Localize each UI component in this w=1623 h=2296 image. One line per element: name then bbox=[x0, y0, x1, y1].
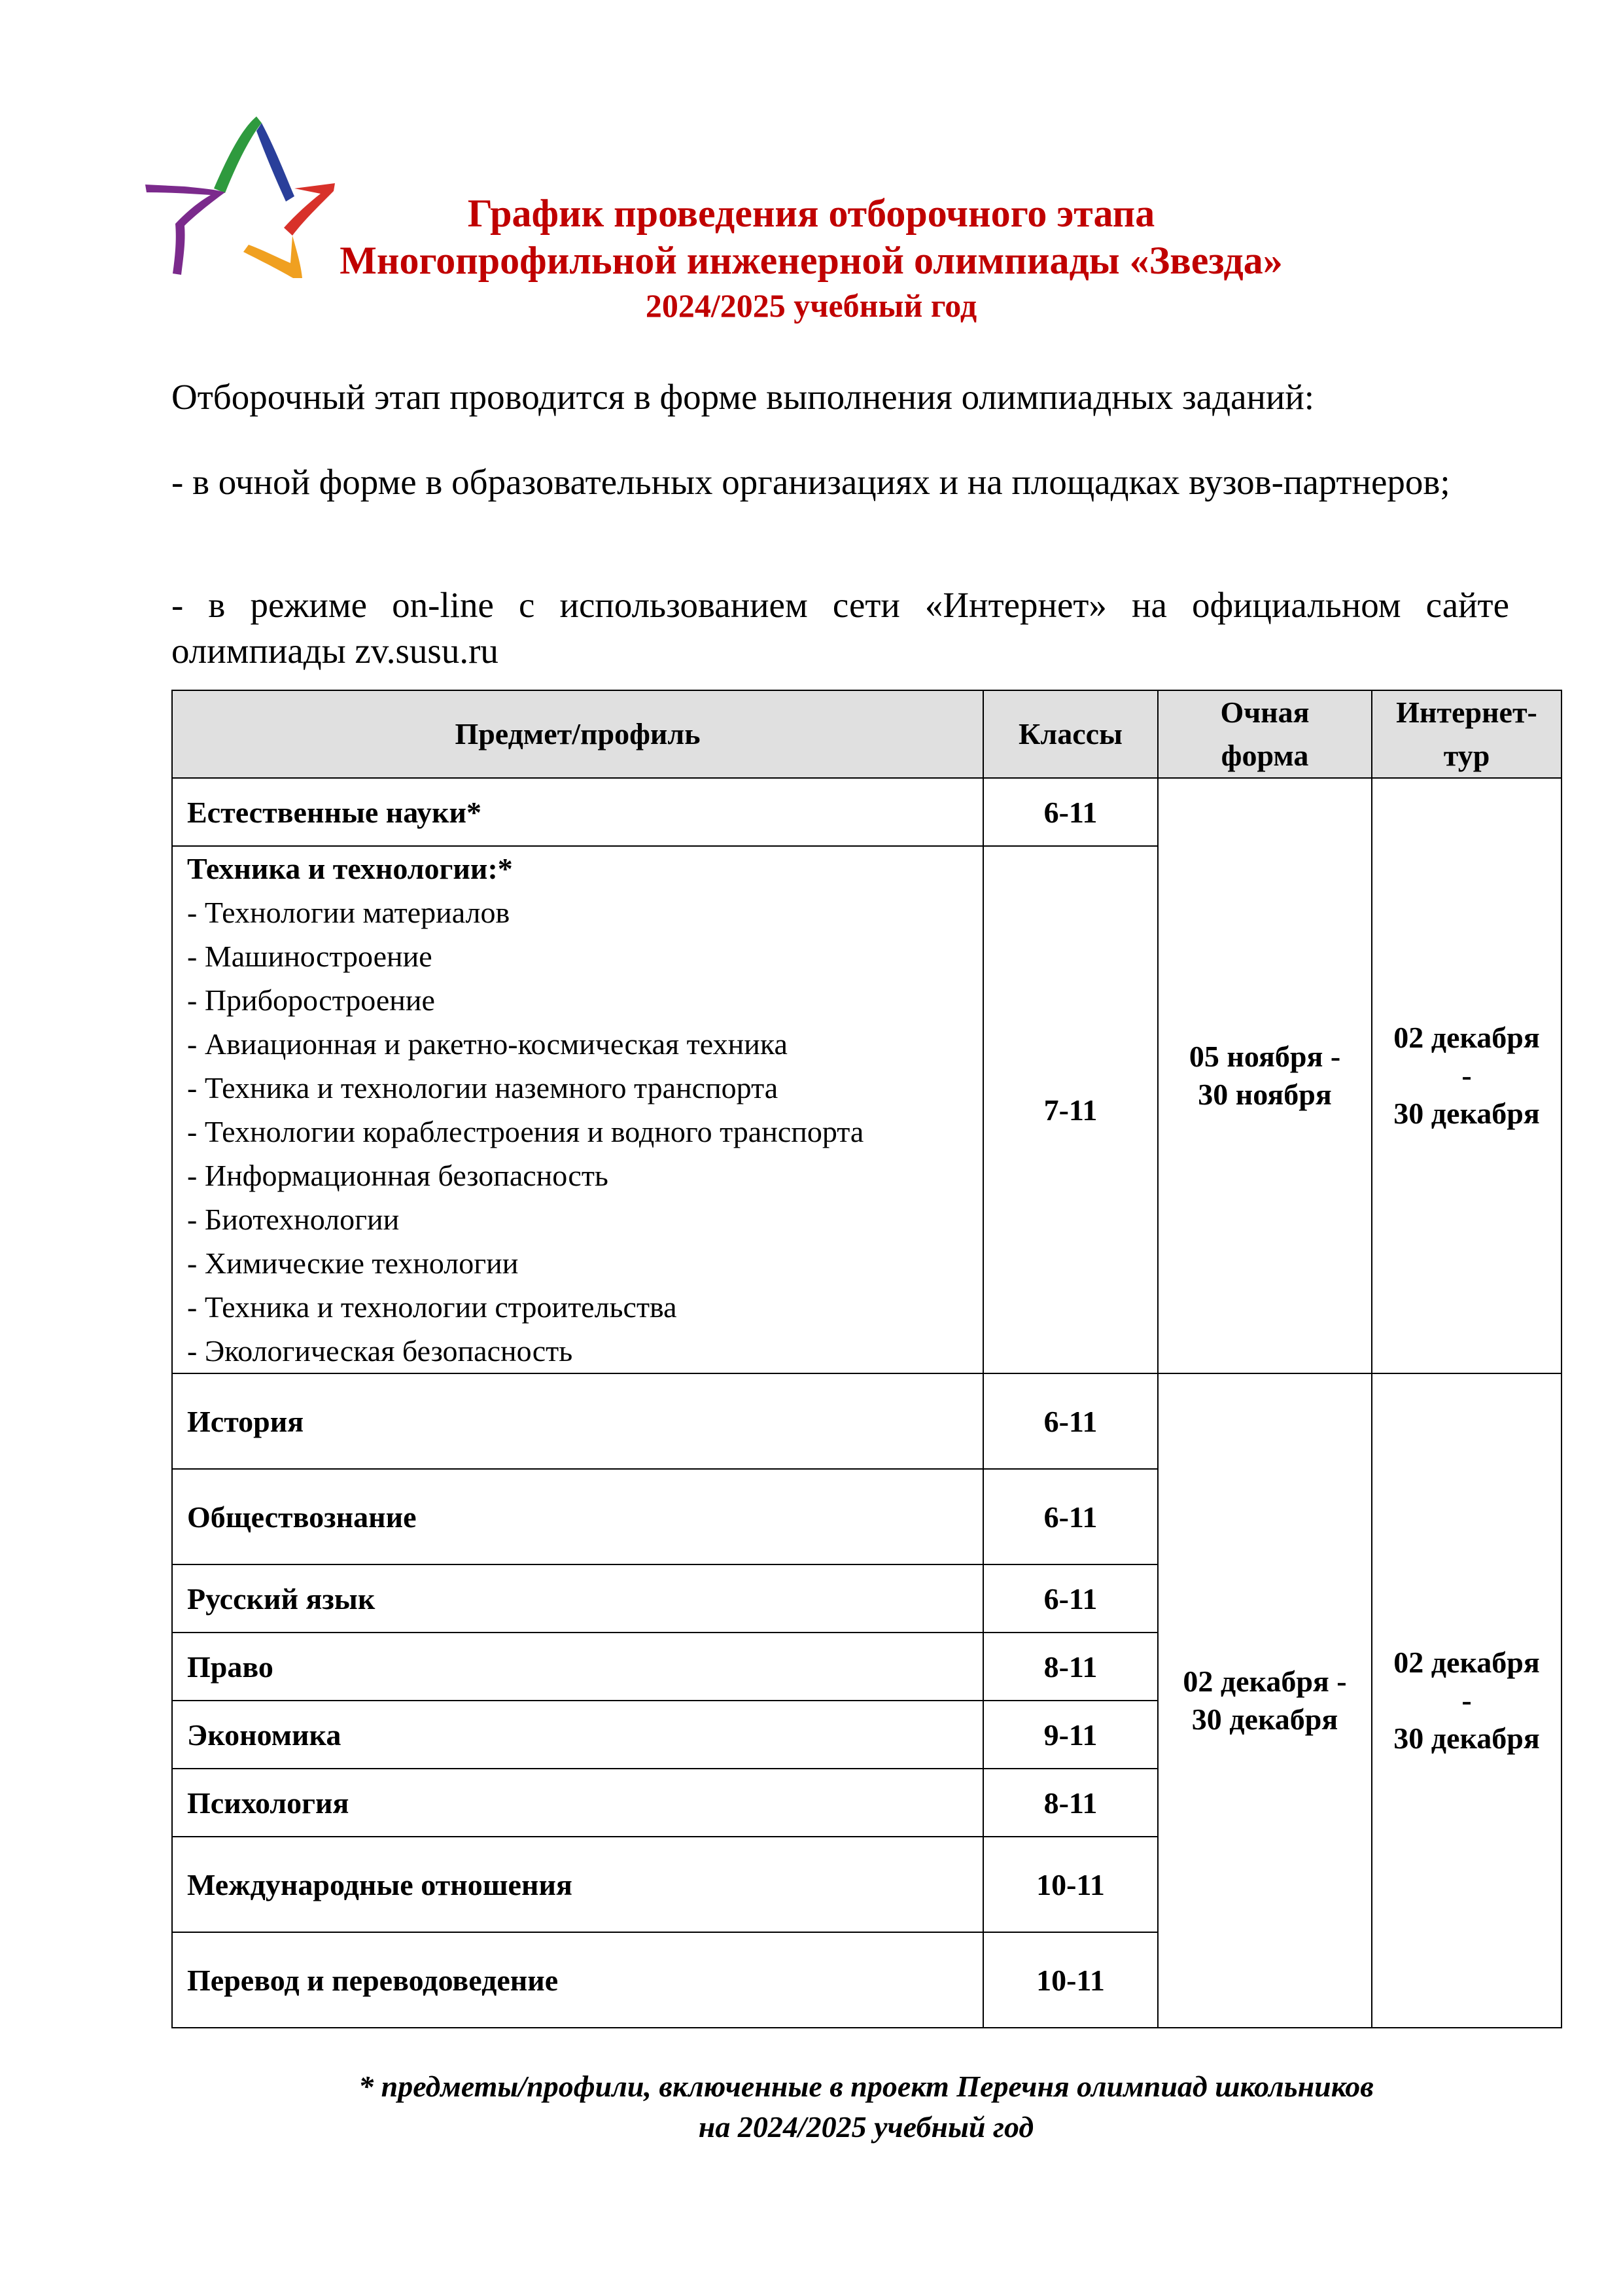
grades-cell: 6-11 bbox=[983, 1373, 1158, 1469]
subject-cell: Психология bbox=[172, 1769, 983, 1837]
intro-paragraph-2: - в очной форме в образовательных организациях и на площадках вузов-партнеров; bbox=[171, 462, 1450, 502]
subject-title: Техника и технологии:* bbox=[187, 852, 513, 885]
subject-subitem: - Технологии кораблестроения и водного транспорта bbox=[187, 1115, 864, 1148]
subject-cell-tech bbox=[172, 846, 983, 1373]
subject-cell: История bbox=[172, 1373, 983, 1469]
subject-subitem: - Авиационная и ракетно-космическая техника bbox=[187, 1027, 788, 1061]
intro-paragraph-1: Отборочный этап проводится в форме выполнения олимпиадных заданий: bbox=[171, 377, 1315, 417]
offline-dates-group-2 bbox=[1158, 1373, 1372, 2028]
subject-subitem: - Информационная безопасность bbox=[187, 1159, 608, 1192]
logo-stroke-purple bbox=[145, 185, 225, 275]
offline-date-end: 30 декабря bbox=[1191, 1703, 1338, 1736]
footnote bbox=[171, 2066, 1561, 2147]
grades-cell: 6-11 bbox=[983, 1564, 1158, 1633]
logo-stroke-green bbox=[214, 116, 262, 193]
subject-subitem: - Технологии материалов bbox=[187, 896, 510, 929]
table-header-row bbox=[172, 690, 1562, 778]
grades-cell: 6-11 bbox=[983, 1469, 1158, 1564]
offline-date-start: 05 ноября - bbox=[1189, 1040, 1341, 1073]
table-row bbox=[172, 778, 1562, 846]
online-dates-group-2 bbox=[1372, 1373, 1562, 2028]
header-subject: Предмет/профиль bbox=[172, 690, 983, 778]
grades-cell: 9-11 bbox=[983, 1701, 1158, 1769]
title-year: 2024/2025 учебный год bbox=[645, 287, 977, 324]
subject-cell: Право bbox=[172, 1633, 983, 1701]
footnote-line-1: * предметы/профили, включенные в проект Перечня олимпиад школьников bbox=[358, 2070, 1374, 2103]
online-date-end: 30 декабря bbox=[1393, 1097, 1540, 1130]
grades-cell: 8-11 bbox=[983, 1769, 1158, 1837]
subject-cell: Перевод и переводоведение bbox=[172, 1932, 983, 2028]
offline-dates-group-1 bbox=[1158, 778, 1372, 1373]
offline-date-end: 30 ноября bbox=[1198, 1078, 1332, 1111]
subject-cell: Естественные науки* bbox=[172, 778, 983, 846]
document-title bbox=[314, 190, 1308, 327]
subject-cell: Обществознание bbox=[172, 1469, 983, 1564]
table-row bbox=[172, 1373, 1562, 1469]
online-date-start: 02 декабря - bbox=[1393, 1021, 1540, 1092]
header-offline: Очная форма bbox=[1158, 690, 1372, 778]
logo-stroke-blue bbox=[256, 123, 294, 202]
grades-cell: 10-11 bbox=[983, 1837, 1158, 1932]
subject-subitem: - Биотехнологии bbox=[187, 1203, 400, 1236]
subject-cell: Русский язык bbox=[172, 1564, 983, 1633]
online-date-end: 30 декабря bbox=[1393, 1722, 1540, 1755]
title-line-2: Многопрофильной инженерной олимпиады «Звезда» bbox=[340, 239, 1283, 282]
subject-cell: Экономика bbox=[172, 1701, 983, 1769]
header-online: Интернет-тур bbox=[1372, 690, 1562, 778]
subject-subitem: - Машиностроение bbox=[187, 940, 432, 973]
subject-subitem: - Техника и технологии наземного транспорта bbox=[187, 1071, 778, 1104]
online-date-start: 02 декабря - bbox=[1393, 1646, 1540, 1717]
subject-cell: Международные отношения bbox=[172, 1837, 983, 1932]
subject-subitem: - Техника и технологии строительства bbox=[187, 1290, 677, 1324]
online-dates-group-1 bbox=[1372, 778, 1562, 1373]
grades-cell: 6-11 bbox=[983, 778, 1158, 846]
offline-date-start: 02 декабря - bbox=[1183, 1665, 1347, 1698]
schedule-table bbox=[171, 690, 1562, 2028]
subject-subitem: - Химические технологии bbox=[187, 1246, 519, 1280]
title-line-1: График проведения отборочного этапа bbox=[467, 192, 1155, 235]
subject-subitem: - Приборостроение bbox=[187, 983, 435, 1017]
grades-cell: 8-11 bbox=[983, 1633, 1158, 1701]
grades-cell: 10-11 bbox=[983, 1932, 1158, 2028]
subject-subitem: - Экологическая безопасность bbox=[187, 1334, 573, 1368]
olympiad-star-logo bbox=[145, 111, 335, 281]
footnote-line-2: на 2024/2025 учебный год bbox=[698, 2110, 1034, 2144]
header-grades: Классы bbox=[983, 690, 1158, 778]
logo-stroke-orange bbox=[243, 236, 302, 278]
intro-paragraph-3: - в режиме on-line с использованием сети «Интернет» на официальном сайте олимпиады zv.susu.ru bbox=[171, 585, 1509, 671]
grades-cell: 7-11 bbox=[983, 846, 1158, 1373]
